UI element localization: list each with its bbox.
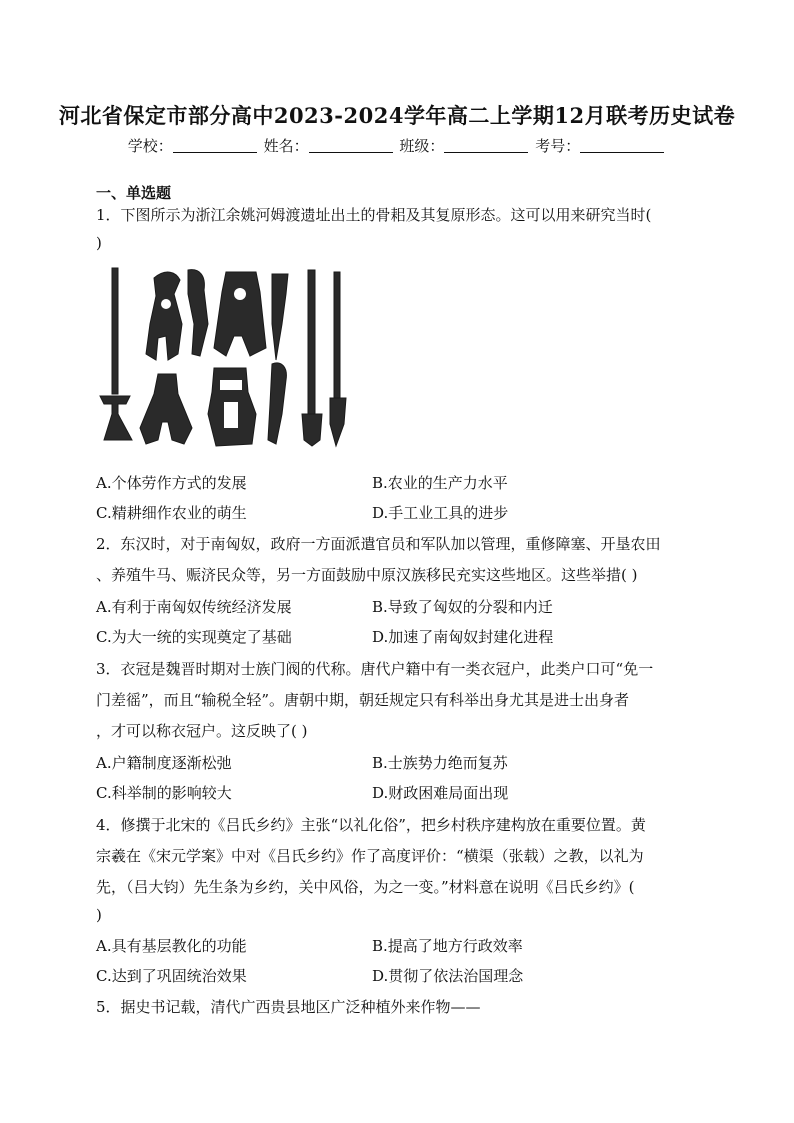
question-2-option-b[interactable]: B.导致了匈奴的分裂和内迁 bbox=[372, 598, 553, 616]
number-label: 考号： bbox=[535, 137, 581, 155]
question-2-option-d[interactable]: D.加速了南匈奴封建化进程 bbox=[372, 628, 554, 646]
bone-spade-3 bbox=[214, 272, 266, 356]
question-1-option-b[interactable]: B.农业的生产力水平 bbox=[372, 474, 508, 492]
spade-left bbox=[100, 396, 132, 440]
question-3-line-3: ，才可以称衣冠户。这反映了( ) bbox=[96, 722, 308, 740]
question-1-line-2: ) bbox=[96, 234, 102, 252]
bone-point bbox=[272, 274, 288, 360]
question-1-option-c[interactable]: C.精耕细作农业的萌生 bbox=[96, 504, 247, 522]
question-3-line-2: 门差徭”，而且“输税全轻”。唐朝中期，朝廷规定只有科举出身尤其是进士出身者 bbox=[96, 691, 630, 709]
question-2-option-c[interactable]: C.为大一统的实现奠定了基础 bbox=[96, 628, 292, 646]
question-1-option-d[interactable]: D.手工业工具的进步 bbox=[372, 504, 509, 522]
question-3-option-c[interactable]: C.科举制的影响较大 bbox=[96, 784, 232, 802]
tool-shaft-right-2 bbox=[334, 272, 340, 402]
tool-shaft-right-1 bbox=[308, 270, 315, 420]
question-1-option-a[interactable]: A.个体劳作方式的发展 bbox=[96, 474, 247, 492]
bone-tool-figure bbox=[96, 264, 358, 456]
student-info-row bbox=[0, 135, 794, 156]
question-4-line-3: 先，（吕大钧）先生条为乡约，关中风俗，为之一变。”材料意在说明《吕氏乡约》( bbox=[96, 878, 635, 896]
question-3-line-1: 3．衣冠是魏晋时期对士族门阀的代称。唐代户籍中有一类衣冠户，此类户口可“免一 bbox=[96, 660, 654, 678]
blade-right-2 bbox=[330, 398, 346, 446]
name-label: 姓名： bbox=[263, 137, 309, 155]
bone-spade-6 bbox=[268, 363, 286, 444]
bone-spade-2 bbox=[188, 270, 208, 356]
question-3-option-a[interactable]: A.户籍制度逐渐松弛 bbox=[96, 754, 232, 772]
name-blank[interactable] bbox=[309, 138, 393, 153]
question-4-line-4: ) bbox=[96, 906, 102, 924]
bone-spade-4 bbox=[140, 374, 192, 444]
question-4-line-2: 宗羲在《宋元学案》中对《吕氏乡约》作了高度评价：“横渠（张载）之教，以礼为 bbox=[96, 847, 644, 865]
question-4-option-c[interactable]: C.达到了巩固统治效果 bbox=[96, 967, 247, 985]
class-label: 班级： bbox=[399, 137, 445, 155]
question-4-line-1: 4．修撰于北宋的《吕氏乡约》主张“以礼化俗”，把乡村秩序建构放在重要位置。黄 bbox=[96, 816, 646, 834]
blade-right-1 bbox=[302, 414, 322, 446]
question-4-option-d[interactable]: D.贯彻了依法治国理念 bbox=[372, 967, 524, 985]
exam-title: 河北省保定市部分高中2023-2024学年高二上学期12月联考历史试卷 bbox=[58, 103, 736, 128]
question-2-line-1: 2．东汉时，对于南匈奴，政府一方面派遣官员和军队加以管理，重修障塞、开垦农田 bbox=[96, 535, 661, 553]
class-blank[interactable] bbox=[444, 138, 528, 153]
question-1-line-1: 1．下图所示为浙江余姚河姆渡遗址出土的骨耜及其复原形态。这可以用来研究当时( bbox=[96, 206, 652, 224]
question-5-line-1: 5．据史书记载，清代广西贵县地区广泛种植外来作物—— bbox=[96, 998, 481, 1016]
question-2-line-2: 、养殖牛马、赈济民众等，另一方面鼓励中原汉族移民充实这些地区。这些举措( ) bbox=[96, 566, 638, 584]
tool-shaft-left bbox=[112, 268, 118, 394]
question-4-option-b[interactable]: B.提高了地方行政效率 bbox=[372, 937, 523, 955]
bone-spade-1 bbox=[146, 272, 182, 360]
school-label: 学校： bbox=[127, 137, 173, 155]
question-2-option-a[interactable]: A.有利于南匈奴传统经济发展 bbox=[96, 598, 292, 616]
school-blank[interactable] bbox=[173, 138, 257, 153]
section-title: 一、单选题 bbox=[96, 184, 172, 202]
question-3-option-d[interactable]: D.财政困难局面出现 bbox=[372, 784, 509, 802]
number-blank[interactable] bbox=[580, 138, 664, 153]
question-3-option-b[interactable]: B.士族势力绝而复苏 bbox=[372, 754, 508, 772]
question-4-option-a[interactable]: A.具有基层教化的功能 bbox=[96, 937, 247, 955]
